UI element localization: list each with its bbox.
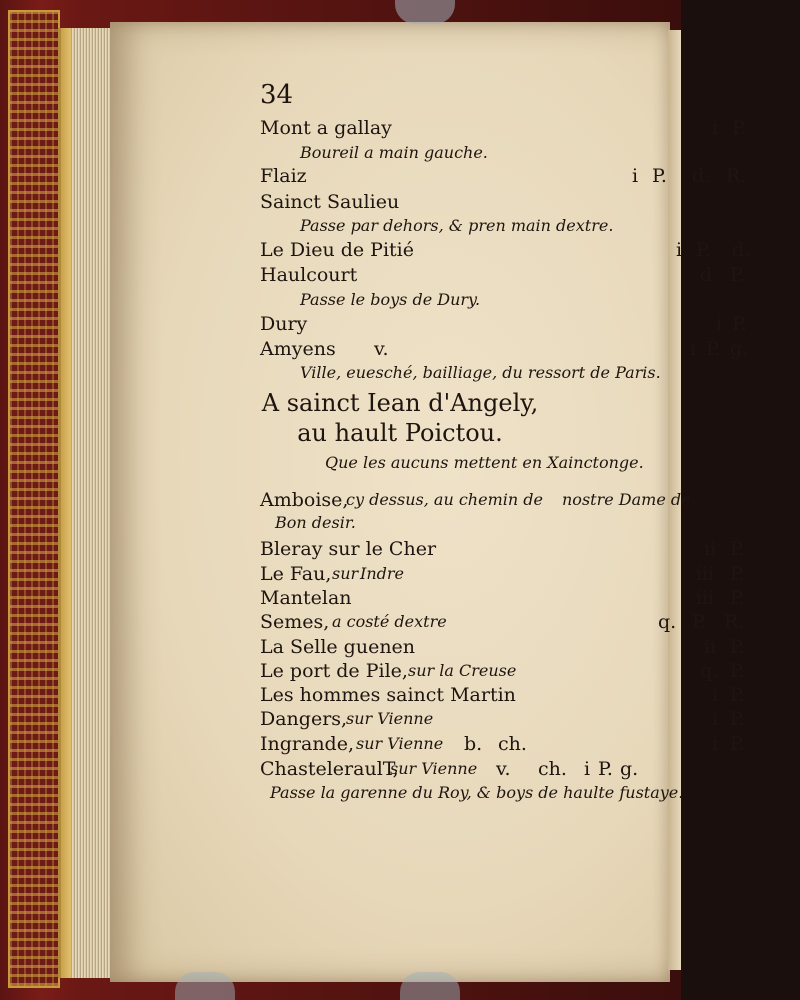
itinerary-row [260, 263, 790, 287]
route-note-inline: sur [332, 564, 359, 583]
town-mark: v. [374, 338, 389, 360]
lodging-mark: g. [730, 338, 749, 360]
itinerary-row [260, 732, 790, 756]
itinerary-row [260, 488, 800, 512]
itinerary-row [260, 707, 790, 731]
post-mark: P. [696, 239, 711, 261]
page-number: 34 [260, 80, 294, 110]
place-name: Dangers, [260, 708, 348, 730]
gilt-cover-border [8, 10, 60, 988]
itinerary-row [260, 586, 790, 610]
place-name: Haulcourt [260, 264, 358, 286]
route-note: Boureil a main gauche. [300, 143, 488, 162]
place-name: Ingrande, [260, 733, 354, 755]
post-mark: P. [730, 684, 745, 706]
mid-mark: b. [464, 733, 483, 755]
mid-mark: ch. [538, 758, 567, 780]
dinner-mark: d. [692, 165, 711, 187]
post-mark: P. [730, 563, 745, 585]
place-name: Bleray sur le Cher [260, 538, 437, 560]
dinner-mark: d. [700, 264, 719, 286]
route-note-inline: sur la Creuse [408, 661, 517, 680]
itinerary-row [260, 238, 790, 262]
post-mark: P. [730, 733, 745, 755]
route-note: Passe le boys de Dury. [300, 290, 481, 309]
route-note-inline: sur Vienne [346, 709, 434, 728]
itinerary-row [260, 537, 790, 561]
route-note-continued: Bon desir. [275, 513, 356, 532]
post-mark: P. [732, 313, 747, 335]
distance-mark: i [690, 338, 697, 360]
place-name: Mont a gallay [260, 117, 392, 139]
distance-mark: iii [696, 587, 715, 609]
place-name: La Selle guenen [260, 636, 416, 658]
place-name: ChasteleraulT, [260, 758, 399, 780]
dinner-mark: d. [732, 239, 751, 261]
itinerary-row [260, 683, 790, 707]
quarter-mark: q. [658, 611, 677, 633]
route-note: Passe la garenne du Roy, & boys de haulte fustaye. [270, 783, 684, 802]
route-note-inline: a costé dextre [332, 612, 447, 631]
post-mark: P. [730, 636, 745, 658]
post-mark: P. [730, 538, 745, 560]
route-note: Ville, euesché, bailliage, du ressort de Paris. [300, 363, 661, 382]
itinerary-row [260, 610, 790, 634]
itinerary-row [260, 635, 790, 659]
post-mark: P. [730, 587, 745, 609]
route-note: Passe par dehors, & pren main dextre. [300, 216, 614, 235]
post-mark: P. [730, 660, 745, 682]
lodging-mark: g. [620, 758, 639, 780]
mid-mark: ch. [498, 733, 527, 755]
post-mark: P. [598, 758, 613, 780]
distance-mark: i [712, 733, 719, 755]
distance-mark: iii [696, 563, 715, 585]
distance-mark: i [716, 313, 723, 335]
route-note-inline: sur Vienne [356, 734, 444, 753]
place-name: Le Dieu de Pitié [260, 239, 414, 261]
itinerary-row [260, 116, 790, 140]
route-note-inline: nostre Dame de [562, 490, 691, 509]
place-name: Sainct Saulieu [260, 191, 400, 213]
place-name: Le port de Pile, [260, 660, 408, 682]
distance-mark: i [712, 684, 719, 706]
distance-mark: i [712, 117, 719, 139]
itinerary-row [260, 659, 790, 683]
post-mark: P. [692, 611, 707, 633]
distance-mark: i [676, 239, 683, 261]
repose-mark: R. [724, 611, 745, 633]
distance-mark: ii [704, 538, 717, 560]
page-edges [58, 28, 115, 978]
section-heading-note: Que les aucuns mettent en Xainctonge. [325, 453, 644, 472]
place-name: Amboise, [260, 489, 349, 511]
post-mark: P. [730, 708, 745, 730]
itinerary-row [260, 757, 800, 781]
place-name: Dury [260, 313, 308, 335]
place-name: Les hommes sainct Martin [260, 684, 516, 706]
post-mark: P. [652, 165, 667, 187]
distance-mark: i [632, 165, 639, 187]
section-heading-line1: A sainct Iean d'Angely, [261, 389, 539, 417]
section-heading-line2: au hault Poictou. [297, 419, 503, 447]
post-mark: P. [706, 338, 721, 360]
itinerary-row [260, 562, 790, 586]
mid-mark: v. [496, 758, 511, 780]
distance-mark: i [584, 758, 591, 780]
itinerary-row [260, 337, 790, 361]
itinerary-row [260, 312, 790, 336]
post-mark: P. [732, 117, 747, 139]
route-note-inline: Indre [360, 564, 404, 583]
place-name: Le Fau, [260, 563, 332, 585]
itinerary-row [260, 190, 790, 214]
repose-mark: R. [726, 165, 747, 187]
place-name: Amyens [260, 338, 336, 360]
distance-mark: ii [704, 636, 717, 658]
route-note-inline: sur Vienne [390, 759, 478, 778]
place-name: Semes, [260, 611, 330, 633]
quarter-mark: q. [700, 660, 719, 682]
place-name: Flaiz [260, 165, 307, 187]
post-mark: P. [730, 264, 745, 286]
page-text [150, 0, 751, 1000]
route-note-inline: cy dessus, au chemin de [346, 490, 543, 509]
distance-mark: i [712, 708, 719, 730]
itinerary-row [260, 164, 790, 188]
place-name: Mantelan [260, 587, 352, 609]
